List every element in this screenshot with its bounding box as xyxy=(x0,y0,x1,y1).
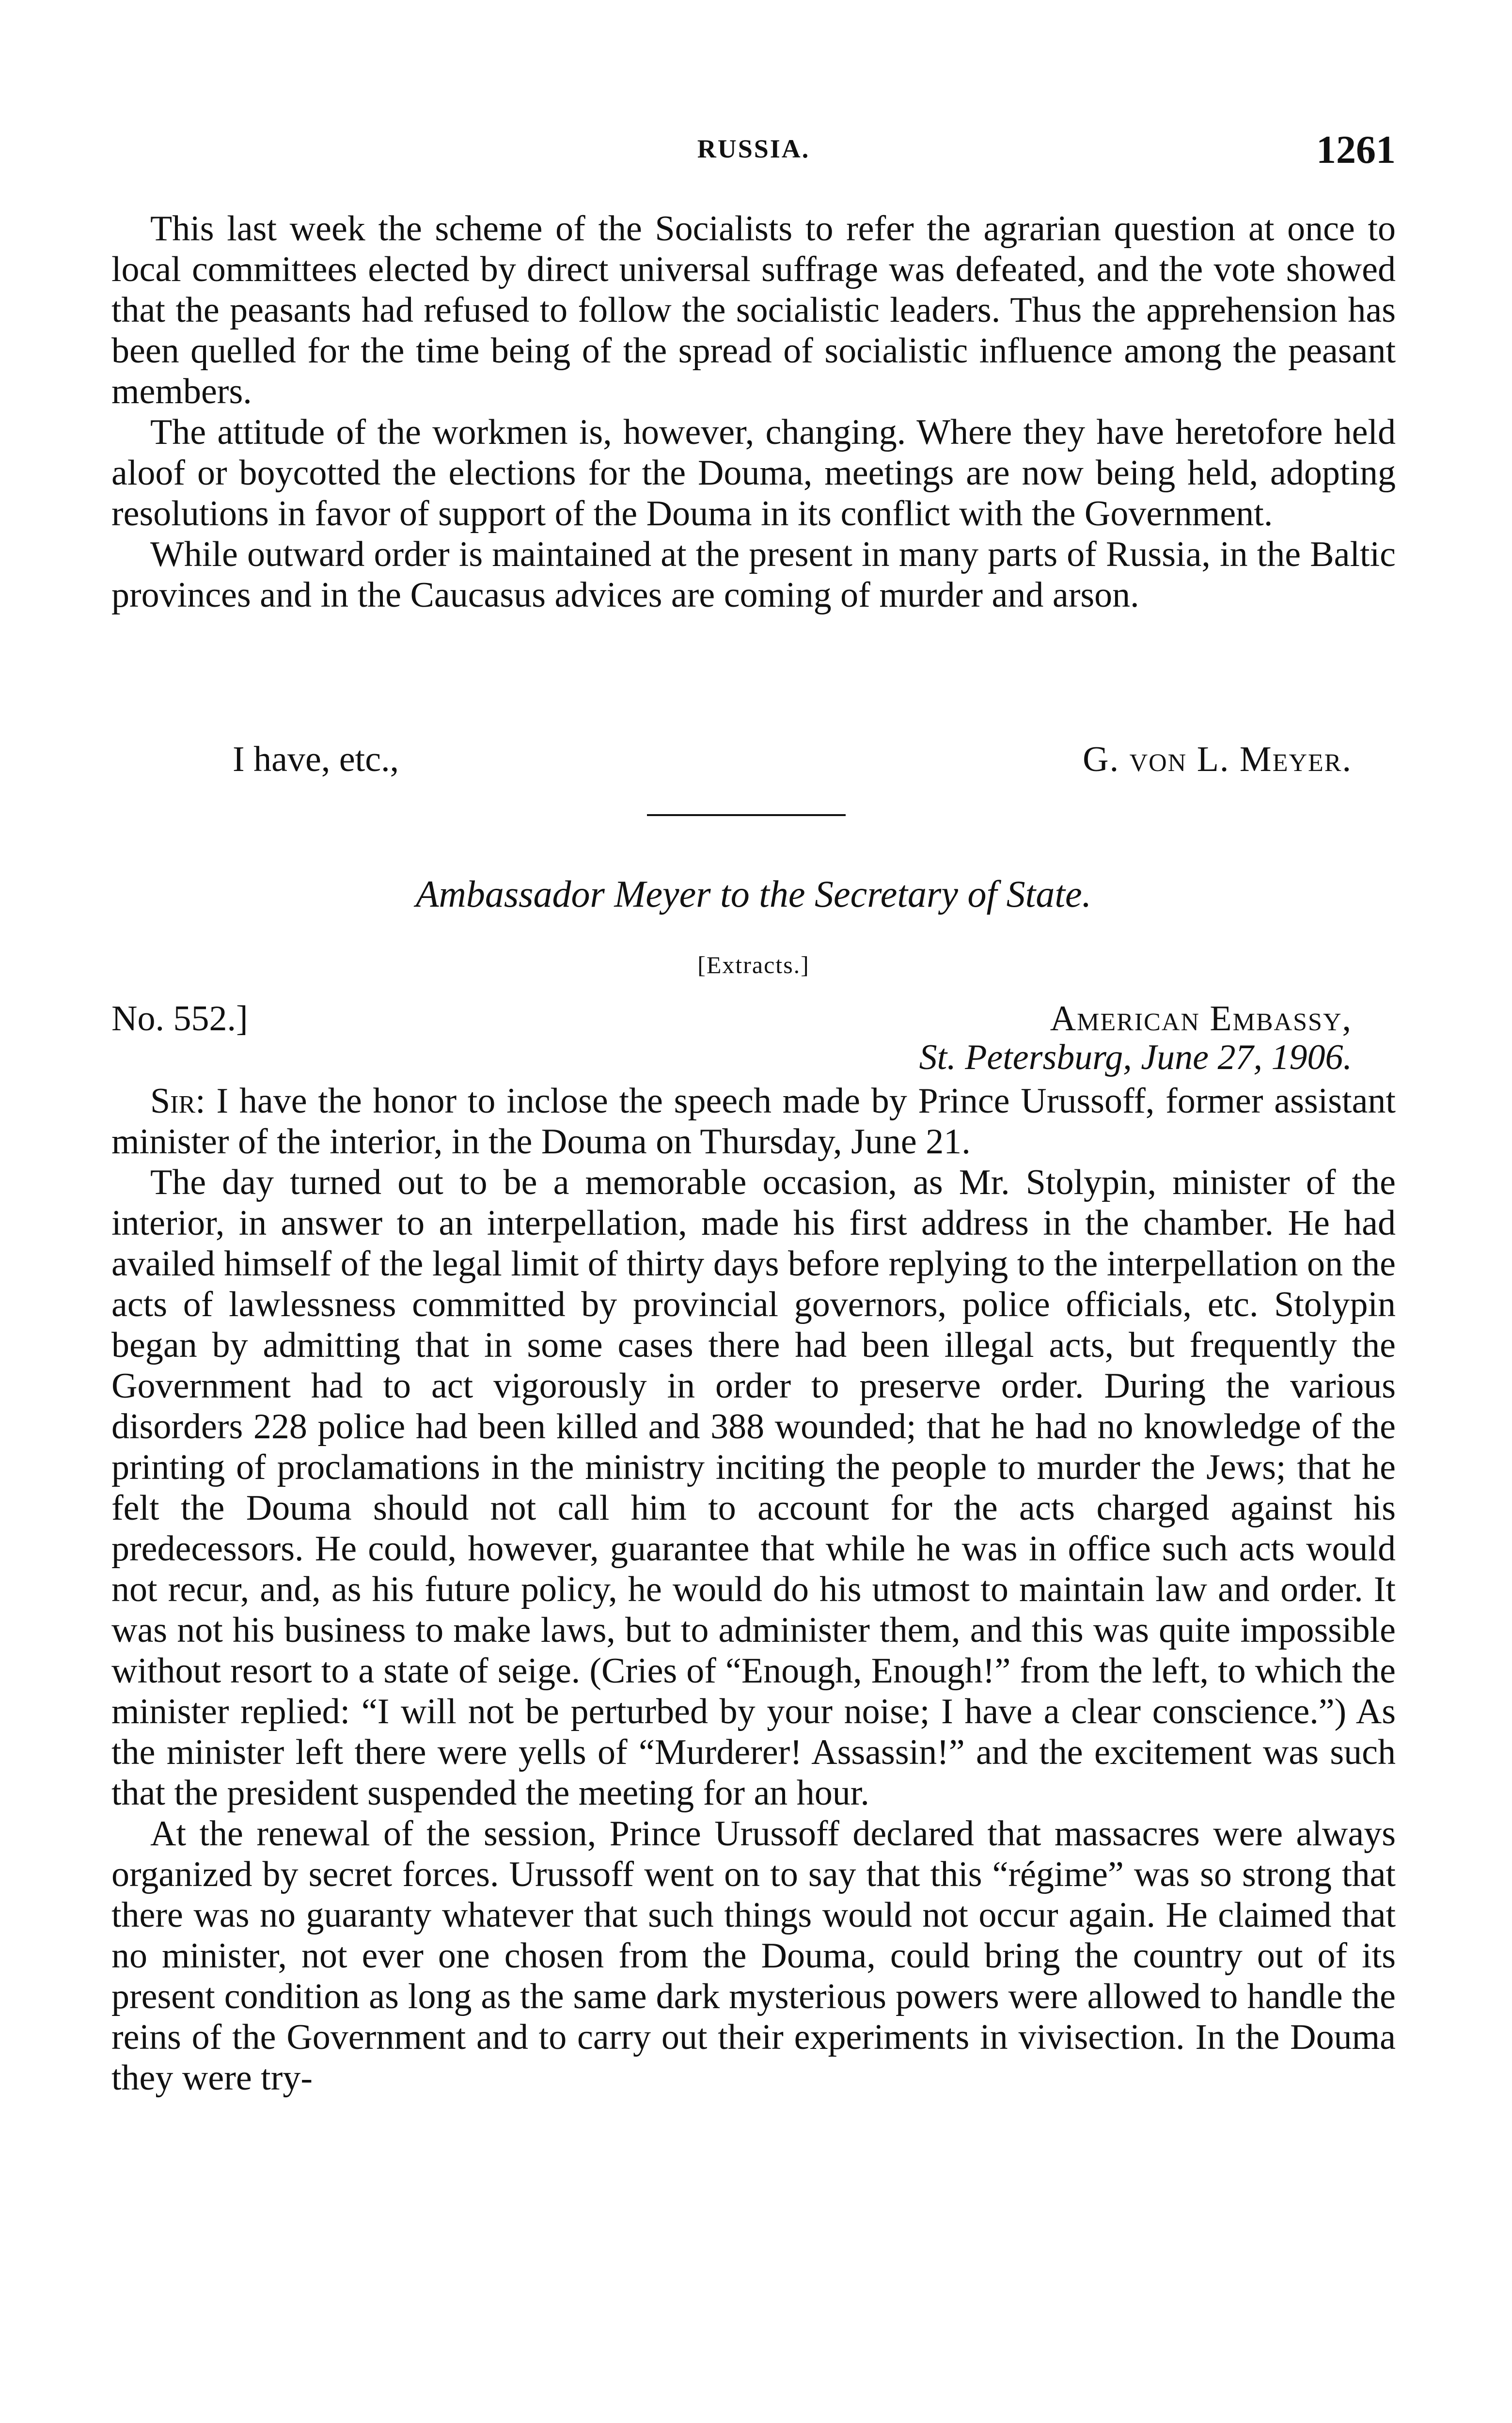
dispatch-number: No. 552.] xyxy=(111,999,248,1038)
second-letter-body xyxy=(111,1081,1396,2098)
place-date-line: St. Petersburg, June 27, 1906. xyxy=(919,1038,1352,1077)
paragraph: At the renewal of the session, Prince Urussoff declared that massacres were always organized by secret forces. Urussoff went on to say that this “régime” was so strong that there was no guaranty whatever that such things would not occur again. He claimed that no minister, not ever one chosen from the Douma, could bring the country out of its present condition as long as the same dark mysterious powers were allowed to handle the reins of the Government and to carry out their experiments in vivisection. In the Douma they were try- xyxy=(111,1814,1396,2098)
paragraph: While outward order is maintained at the present in many parts of Russia, in the Baltic provinces and in the Caucasus advices are coming of murder and arson. xyxy=(111,535,1396,615)
running-head xyxy=(111,127,1396,171)
paragraph: The attitude of the workmen is, however, changing. Where they have heretofore held aloof or boycotted the elections for the Douma, meetings are now being held, adopting resolutions in favor of support of the Douma in its conflict with the Government. xyxy=(111,412,1396,534)
section-divider xyxy=(647,814,846,816)
embassy-line: American Embassy, xyxy=(1050,999,1352,1038)
running-title: RUSSIA. xyxy=(697,134,810,163)
book-page xyxy=(111,0,1396,2423)
paragraph-text: I have the honor to inclose the speech made by Prince Urussoff, former assistant minister of the interior, in the Douma on Thursday, June 21. xyxy=(111,1081,1396,1162)
salutation: Sir: xyxy=(150,1081,205,1121)
first-letter-body xyxy=(111,208,1396,615)
paragraph xyxy=(111,1081,1396,1162)
page-number: 1261 xyxy=(1316,127,1396,172)
signer: G. von L. Meyer. xyxy=(1083,739,1352,779)
paragraph: The day turned out to be a memorable occasion, as Mr. Stolypin, minister of the interior, in answer to an interpellation, made his first address in the chamber. He had availed himself of the legal limit of thirty days before replying to the interpellation on the acts of lawlessness committed by provincial governors, police officials, etc. Stolypin began by admitting that in some cases there had been illegal acts, but frequently the Government had to act vigorously in order to preserve order. During the various disorders 228 police had been killed and 388 wounded; that he had no knowledge of the printing of proclamations in the ministry inciting the people to murder the Jews; that he felt the Douma should not call him to account for the acts charged against his predecessors. He could, however, guarantee that while he was in office such acts would not recur, and, as his future policy, he would do his utmost to maintain law and order. It was not his business to make laws, but to administer them, and this was quite impossible without resort to a state of seige. (Cries of “Enough, Enough!” from the left, to which the minister replied: “I will not be perturbed by your noise; I have a clear conscience.”) As the minister left there were yells of “Murderer! Assassin!” and the excitement was such that the president suspended the meeting for an hour. xyxy=(111,1163,1396,1813)
extracts-note: [Extracts.] xyxy=(697,951,810,978)
paragraph: This last week the scheme of the Socialists to refer the agrarian question at once to local committees elected by direct universal suffrage was defeated, and the vote showed that the peasants had refused to follow the socialistic leaders. Thus the apprehension has been quelled for the time being of the spread of socialistic influence among the peasant members. xyxy=(111,209,1396,411)
signature-line xyxy=(111,739,1396,783)
closing: I have, etc., xyxy=(233,739,399,779)
document-heading: Ambassador Meyer to the Secretary of State. xyxy=(415,873,1092,915)
